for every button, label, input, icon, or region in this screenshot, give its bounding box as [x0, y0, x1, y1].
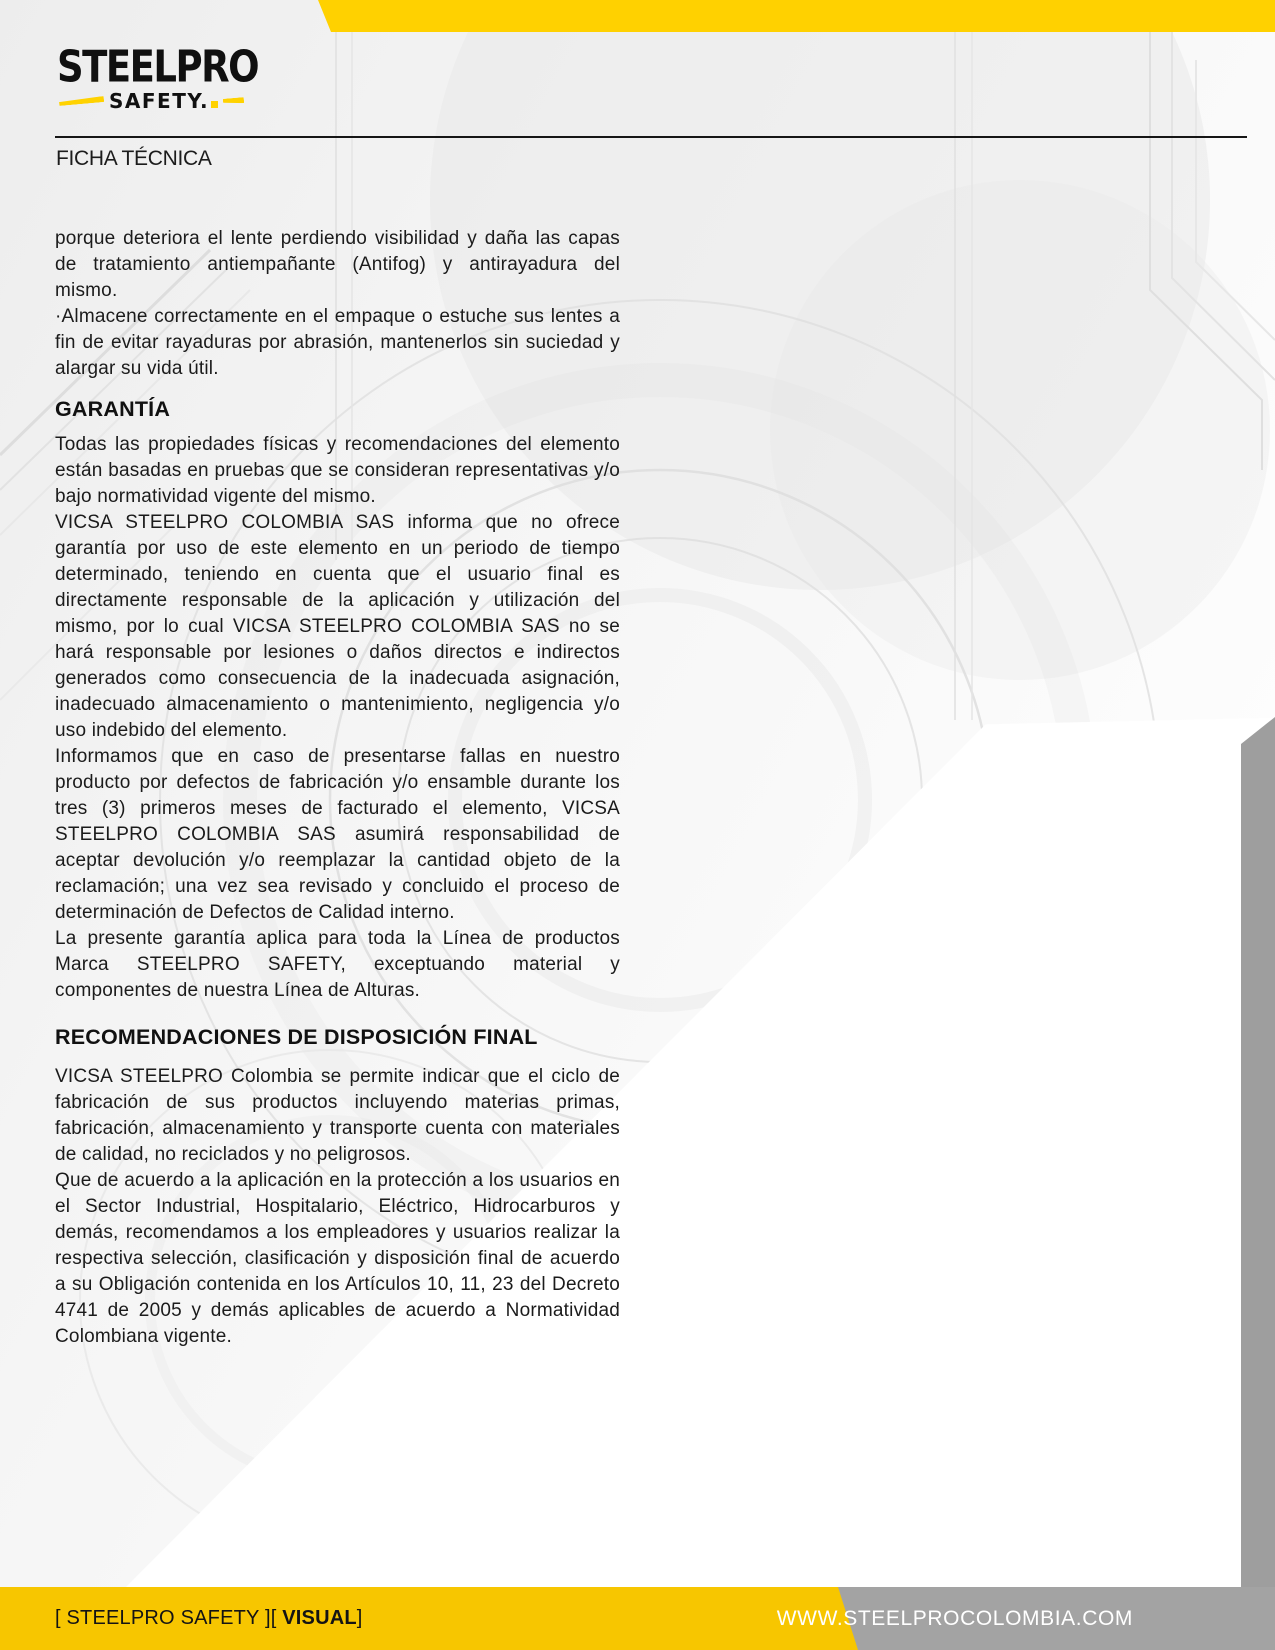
section-heading-disposicion-final: RECOMENDACIONES DE DISPOSICIÓN FINAL [55, 1025, 538, 1049]
paragraph: porque deteriora el lente perdiendo visibilidad y daña las capas de tratamiento antiempañante (Antifog) y antirayadura del mismo. [55, 228, 620, 301]
footer-brand-bold: VISUAL [282, 1607, 357, 1629]
paragraph: La presente garantía aplica para toda la Línea de productos Marca STEELPRO SAFETY, exceptuando material y componentes de nuestra Línea de Alturas. [55, 928, 620, 1001]
footer-brand-prefix: [ STEELPRO SAFETY ][ [55, 1607, 283, 1629]
paragraph: ·Almacene correctamente en el empaque o estuche sus lentes a fin de evitar rayaduras por abrasión, mantenerlos sin suciedad y alargar su vida útil. [55, 306, 620, 379]
top-accent-band [318, 0, 1275, 32]
paragraph: Todas las propiedades físicas y recomendaciones del elemento están basadas en pruebas que se consideran representativas y/o bajo normatividad vigente del mismo. [55, 434, 620, 507]
logo-subtitle: SAFETY. [109, 89, 210, 113]
yellow-dash-right-icon [223, 97, 244, 105]
footer-brand-suffix: ] [356, 1607, 363, 1629]
section-heading-garantia: GARANTÍA [55, 397, 171, 421]
footer-website-text: WWW.STEELPROCOLOMBIA.COM [776, 1606, 1133, 1630]
page-footer [0, 1587, 1275, 1650]
document-body [55, 226, 620, 1350]
page-title: FICHA TÉCNICA [56, 147, 212, 170]
header-divider [55, 136, 1247, 138]
paragraph: VICSA STEELPRO Colombia se permite indicar que el ciclo de fabricación de sus productos incluyendo materias primas, fabricación, almacenamiento y transporte cuenta con materiales de calidad, no reciclados y no peligrosos. [55, 1066, 620, 1165]
yellow-dash-left-icon [59, 96, 104, 106]
steelpro-logo [57, 41, 277, 113]
right-accent-bar [1241, 717, 1275, 1650]
footer-brand-text [55, 1587, 363, 1650]
paragraph: Que de acuerdo a la aplicación en la protección a los usuarios en el Sector Industrial, Hospitalario, Eléctrico, Hidrocarburos y demás, recomendamos a los empleadores y usuarios realizar la respectiva selección, clasificación y disposición final de acuerdo a su Obligación contenida en los Artículos 10, 11, 23 del Decreto 4741 de 2005 y demás aplicables de acuerdo a Normatividad Colombiana vigente. [55, 1170, 620, 1347]
logo-wordmark: STEELPRO [57, 41, 259, 93]
logo-subtitle-row [59, 89, 277, 113]
paragraph: Informamos que en caso de presentarse fallas en nuestro producto por defectos de fabricación y/o ensamble durante los tres (3) primeros meses de facturado el elemento, VICSA STEELPRO COLOMBIA SAS asumirá responsabilidad de aceptar devolución y/o reemplazar la cantidad objeto de la reclamación; una vez sea revisado y concluido el proceso de determinación de Defectos de Calidad interno. [55, 746, 620, 923]
paragraph: VICSA STEELPRO COLOMBIA SAS informa que no ofrece garantía por uso de este elemento en un periodo de tiempo determinado, teniendo en cuenta que el usuario final es directamente responsable de la aplicación y utilización del mismo, por lo cual VICSA STEELPRO COLOMBIA SAS no se hará responsable por lesiones o daños directos e indirectos generados como consecuencia de la inadecuada asignación, inadecuado almacenamiento o mantenimiento, negligencia y/o uso indebido del elemento. [55, 512, 620, 741]
logo-period-icon [211, 101, 218, 108]
